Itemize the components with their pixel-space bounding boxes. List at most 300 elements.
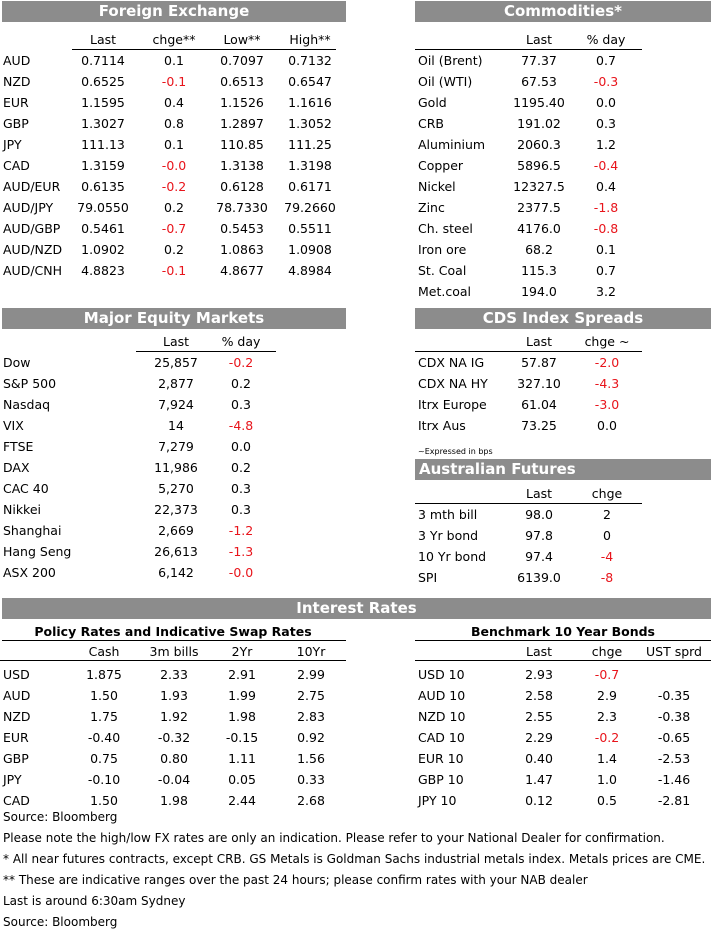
policy-rates-subtitle: Policy Rates and Indicative Swap Rates — [34, 624, 312, 639]
equity-label: ASX 200 — [3, 565, 56, 580]
equity-label: FTSE — [3, 439, 34, 454]
fx-label: JPY — [3, 137, 22, 152]
commodity-cell: 3.2 — [596, 284, 616, 299]
policy-label: CAD — [3, 793, 30, 808]
cds-label: Itrx Aus — [418, 418, 466, 433]
commodity-row-oil-brent — [415, 50, 711, 71]
cds-cell: 73.25 — [521, 418, 557, 433]
fx-title-bar: Foreign Exchange — [2, 1, 346, 22]
fx-row-eur — [0, 92, 346, 113]
equity-row-s-p-500 — [0, 373, 346, 394]
fx-row-aud-cnh — [0, 260, 346, 281]
fx-col-low: Low** — [223, 32, 261, 47]
fx-cell: -0.0 — [161, 158, 187, 173]
footnote-line: Last is around 6:30am Sydney — [3, 894, 186, 908]
policy-cell: -0.04 — [157, 772, 191, 787]
fx-cell: 1.1616 — [288, 95, 332, 110]
fx-label: CAD — [3, 158, 30, 173]
fx-cell: 1.0863 — [220, 242, 264, 257]
futures-header-row — [415, 482, 711, 504]
fx-cell: 0.1 — [164, 137, 184, 152]
future-cell: 97.4 — [525, 549, 553, 564]
fx-cell: 0.6547 — [288, 74, 332, 89]
equity-cell: 0.2 — [231, 376, 251, 391]
policy-header-underline — [0, 660, 346, 661]
bond-cell: 2.9 — [597, 688, 617, 703]
fx-label: AUD/JPY — [3, 200, 54, 215]
future-cell: 98.0 — [525, 507, 553, 522]
policy-header-row — [0, 640, 346, 662]
future-label: 3 Yr bond — [418, 528, 479, 543]
policy-cell: 2.75 — [297, 688, 325, 703]
commodity-cell: 0.7 — [596, 263, 616, 278]
bond-cell: -0.38 — [657, 709, 691, 724]
footnote-line: * All near futures contracts, except CRB. GS Metals is Goldman Sachs industrial metals index. Metals prices are CME. — [3, 852, 706, 866]
commodity-cell: 2377.5 — [517, 200, 561, 215]
fx-cell: 110.85 — [220, 137, 264, 152]
bond-label: EUR 10 — [418, 751, 464, 766]
commodities-header-row — [415, 28, 711, 50]
future-row-10-yr-bond — [415, 546, 711, 567]
policy-col-10yr: 10Yr — [296, 644, 326, 659]
commodity-row-crb — [415, 113, 711, 134]
equity-row-dax — [0, 457, 346, 478]
fx-table — [0, 28, 346, 281]
commodity-row-oil-wti — [415, 71, 711, 92]
policy-cell: 0.05 — [228, 772, 256, 787]
commodities-table — [415, 28, 711, 302]
fx-cell: 0.6513 — [220, 74, 264, 89]
policy-row-aud — [0, 685, 346, 706]
policy-label: NZD — [3, 709, 31, 724]
commodity-cell: -0.8 — [593, 221, 619, 236]
commodity-cell: 12327.5 — [513, 179, 565, 194]
policy-cell: 1.92 — [160, 709, 188, 724]
fx-cell: 0.7097 — [220, 53, 264, 68]
fx-cell: 1.0908 — [288, 242, 332, 257]
bond-row-gbp-10 — [415, 769, 711, 790]
equity-label: Nikkei — [3, 502, 42, 517]
policy-col-cash: Cash — [88, 644, 120, 659]
commodity-label: Zinc — [418, 200, 445, 215]
policy-cell: 1.56 — [297, 751, 325, 766]
equity-cell: 2,877 — [158, 376, 194, 391]
bond-label: USD 10 — [418, 667, 465, 682]
equity-cell: 22,373 — [154, 502, 198, 517]
fx-cell: -0.2 — [161, 179, 187, 194]
policy-cell: 2.99 — [297, 667, 325, 682]
bond-row-eur-10 — [415, 748, 711, 769]
equity-row-hang-seng — [0, 541, 346, 562]
fx-cell: 0.5461 — [81, 221, 125, 236]
cds-cell: 327.10 — [517, 376, 561, 391]
commodity-label: St. Coal — [418, 263, 467, 278]
cds-cell: 57.87 — [521, 355, 557, 370]
commodity-label: Met.coal — [418, 284, 472, 299]
commodities-title-bar: Commodities* — [415, 1, 711, 22]
fx-header-row — [0, 28, 346, 50]
bond-label: GBP 10 — [418, 772, 464, 787]
equity-row-dow — [0, 352, 346, 373]
bond-row-usd-10 — [415, 664, 711, 685]
fx-cell: 0.7132 — [288, 53, 332, 68]
future-cell: -8 — [600, 570, 614, 585]
commodity-row-ch-steel — [415, 218, 711, 239]
commodity-cell: 2060.3 — [517, 137, 561, 152]
bond-cell: -1.46 — [657, 772, 691, 787]
fx-row-aud-gbp — [0, 218, 346, 239]
cds-header-row — [415, 330, 711, 352]
equity-cell: 11,986 — [154, 460, 198, 475]
cds-row-itrx-europe — [415, 394, 711, 415]
fx-cell: 4.8823 — [81, 263, 125, 278]
commodity-cell: 68.2 — [525, 242, 553, 257]
bond-cell: 2.58 — [525, 688, 553, 703]
future-row-spi — [415, 567, 711, 588]
policy-cell: -0.15 — [225, 730, 259, 745]
fx-cell: 0.6135 — [81, 179, 125, 194]
policy-cell: 2.33 — [160, 667, 188, 682]
policy-cell: 0.33 — [297, 772, 325, 787]
cds-note: ~Expressed in bps — [418, 447, 493, 456]
commodity-cell: -0.4 — [593, 158, 619, 173]
policy-cell: 1.75 — [90, 709, 118, 724]
equity-cell: 26,613 — [154, 544, 198, 559]
cds-label: CDX NA HY — [418, 376, 488, 391]
commodity-cell: 194.0 — [521, 284, 557, 299]
policy-row-jpy — [0, 769, 346, 790]
policy-cell: 2.91 — [228, 667, 256, 682]
fx-cell: 0.4 — [164, 95, 184, 110]
equity-cell: -0.2 — [228, 355, 254, 370]
fx-row-cad — [0, 155, 346, 176]
commodity-label: Gold — [418, 95, 447, 110]
fx-cell: 1.3052 — [288, 116, 332, 131]
equity-label: Nasdaq — [3, 397, 51, 412]
equity-cell: 25,857 — [154, 355, 198, 370]
commodity-cell: -1.8 — [593, 200, 619, 215]
fx-row-gbp — [0, 113, 346, 134]
commodity-row-met-coal — [415, 281, 711, 302]
cds-row-itrx-aus — [415, 415, 711, 436]
equity-table — [0, 330, 346, 583]
bonds-col-ust: UST sprd — [646, 644, 702, 659]
fx-col-chge: chge** — [152, 32, 196, 47]
bonds-subtitle: Benchmark 10 Year Bonds — [471, 624, 655, 639]
cds-row-cdx-na-hy — [415, 373, 711, 394]
bond-cell: 2.3 — [597, 709, 617, 724]
fx-cell: 111.13 — [81, 137, 125, 152]
commodity-cell: 0.4 — [596, 179, 616, 194]
commodity-cell: 0.1 — [596, 242, 616, 257]
fx-cell: 0.5511 — [288, 221, 332, 236]
fx-label: AUD/NZD — [3, 242, 63, 257]
policy-cell: -0.32 — [157, 730, 191, 745]
fx-label: AUD/EUR — [3, 179, 61, 194]
cds-cell: -2.0 — [594, 355, 620, 370]
commodity-label: Oil (WTI) — [418, 74, 473, 89]
equity-row-nikkei — [0, 499, 346, 520]
bond-cell: 0.12 — [525, 793, 553, 808]
bond-cell: 1.4 — [597, 751, 617, 766]
fx-cell: 1.2897 — [220, 116, 264, 131]
equity-header-row — [0, 330, 346, 352]
bond-cell: 2.29 — [525, 730, 553, 745]
future-label: 3 mth bill — [418, 507, 478, 522]
future-cell: 6139.0 — [517, 570, 561, 585]
cds-table — [415, 330, 711, 436]
equity-cell: 0.3 — [231, 397, 251, 412]
fx-cell: 1.3198 — [288, 158, 332, 173]
cds-label: Itrx Europe — [418, 397, 487, 412]
equity-cell: 6,142 — [158, 565, 194, 580]
policy-cell: 1.98 — [228, 709, 256, 724]
equity-cell: 0.3 — [231, 502, 251, 517]
commodity-cell: 67.53 — [521, 74, 557, 89]
future-row-3-mth-bill — [415, 504, 711, 525]
fx-cell: 79.0550 — [77, 200, 129, 215]
policy-cell: 1.99 — [228, 688, 256, 703]
policy-row-cad — [0, 790, 346, 811]
bond-cell: 2.93 — [525, 667, 553, 682]
equity-cell: -0.0 — [228, 565, 254, 580]
futures-col-chge: chge — [591, 486, 623, 501]
bond-row-cad-10 — [415, 727, 711, 748]
bond-label: CAD 10 — [418, 730, 465, 745]
fx-row-aud-eur — [0, 176, 346, 197]
fx-cell: 1.1595 — [81, 95, 125, 110]
fx-cell: 4.8984 — [288, 263, 332, 278]
bond-cell: -0.2 — [594, 730, 620, 745]
futures-col-last: Last — [525, 486, 553, 501]
fx-label: GBP — [3, 116, 29, 131]
bond-label: JPY 10 — [418, 793, 457, 808]
equity-label: CAC 40 — [3, 481, 49, 496]
policy-col-3m: 3m bills — [149, 644, 199, 659]
equity-row-ftse — [0, 436, 346, 457]
bond-cell: -0.7 — [594, 667, 620, 682]
policy-cell: 0.75 — [90, 751, 118, 766]
commodity-label: Ch. steel — [418, 221, 473, 236]
equity-row-shanghai — [0, 520, 346, 541]
fx-cell: 78.7330 — [216, 200, 268, 215]
fx-cell: 79.2660 — [284, 200, 336, 215]
commodity-label: CRB — [418, 116, 444, 131]
future-row-3-yr-bond — [415, 525, 711, 546]
fx-cell: -0.1 — [161, 263, 187, 278]
bond-row-aud-10 — [415, 685, 711, 706]
commodity-label: Iron ore — [418, 242, 467, 257]
policy-cell: 1.11 — [228, 751, 256, 766]
bond-row-nzd-10 — [415, 706, 711, 727]
policy-cell: 1.875 — [86, 667, 122, 682]
fx-row-aud — [0, 50, 346, 71]
commodity-row-aluminium — [415, 134, 711, 155]
future-cell: 0 — [603, 528, 611, 543]
commodities-col-last: Last — [525, 32, 553, 47]
fx-label: AUD — [3, 53, 31, 68]
equity-row-asx-200 — [0, 562, 346, 583]
bond-cell: -0.35 — [657, 688, 691, 703]
footnote-line: ** These are indicative ranges over the past 24 hours; please confirm rates with your NAB dealer — [3, 873, 588, 887]
policy-label: EUR — [3, 730, 29, 745]
policy-label: AUD — [3, 688, 31, 703]
equity-cell: 0.2 — [231, 460, 251, 475]
equity-cell: -1.3 — [228, 544, 254, 559]
equity-title-bar: Major Equity Markets — [2, 308, 346, 329]
policy-row-usd — [0, 664, 346, 685]
commodities-col-pct: % day — [586, 32, 626, 47]
cds-title-bar: CDS Index Spreads — [415, 308, 711, 329]
commodity-row-gold — [415, 92, 711, 113]
bond-cell: 0.5 — [597, 793, 617, 808]
fx-cell: 1.0902 — [81, 242, 125, 257]
equity-label: Hang Seng — [3, 544, 72, 559]
policy-cell: 2.68 — [297, 793, 325, 808]
cds-cell: -4.3 — [594, 376, 620, 391]
future-cell: 2 — [603, 507, 611, 522]
fx-cell: 0.2 — [164, 242, 184, 257]
cds-row-cdx-na-ig — [415, 352, 711, 373]
commodity-label: Nickel — [418, 179, 456, 194]
rates-title-bar: Interest Rates — [2, 598, 711, 619]
equity-label: Dow — [3, 355, 31, 370]
bonds-col-last: Last — [525, 644, 553, 659]
fx-row-aud-nzd — [0, 239, 346, 260]
bond-cell: 2.55 — [525, 709, 553, 724]
fx-cell: 0.6171 — [288, 179, 332, 194]
fx-cell: -0.7 — [161, 221, 187, 236]
equity-cell: 0.0 — [231, 439, 251, 454]
bond-label: AUD 10 — [418, 688, 466, 703]
policy-cell: -0.10 — [87, 772, 121, 787]
commodity-cell: 1195.40 — [513, 95, 565, 110]
equity-cell: 2,669 — [158, 523, 194, 538]
policy-cell: 1.93 — [160, 688, 188, 703]
equity-cell: 7,924 — [158, 397, 194, 412]
commodity-cell: -0.3 — [593, 74, 619, 89]
commodity-cell: 77.37 — [521, 53, 557, 68]
cds-cell: -3.0 — [594, 397, 620, 412]
equity-row-vix — [0, 415, 346, 436]
cds-cell: 0.0 — [597, 418, 617, 433]
fx-cell: 1.1526 — [220, 95, 264, 110]
footnote-line: Source: Bloomberg — [3, 915, 118, 929]
fx-col-high: High** — [289, 32, 331, 47]
policy-cell: 2.83 — [297, 709, 325, 724]
bond-label: NZD 10 — [418, 709, 466, 724]
equity-label: DAX — [3, 460, 30, 475]
bond-cell: 0.40 — [525, 751, 553, 766]
bonds-header-row — [415, 640, 711, 662]
fx-label: EUR — [3, 95, 29, 110]
fx-cell: 1.3138 — [220, 158, 264, 173]
commodity-cell: 4176.0 — [517, 221, 561, 236]
equity-label: VIX — [3, 418, 24, 433]
fx-row-nzd — [0, 71, 346, 92]
commodity-cell: 191.02 — [517, 116, 561, 131]
equity-cell: -4.8 — [228, 418, 254, 433]
fx-cell: 0.8 — [164, 116, 184, 131]
policy-cell: 0.80 — [160, 751, 188, 766]
policy-label: USD — [3, 667, 30, 682]
fx-cell: 0.6128 — [220, 179, 264, 194]
commodity-row-zinc — [415, 197, 711, 218]
bond-cell: 1.0 — [597, 772, 617, 787]
fx-cell: 1.3159 — [81, 158, 125, 173]
fx-cell: 0.7114 — [81, 53, 125, 68]
policy-cell: 1.98 — [160, 793, 188, 808]
bond-cell: -2.53 — [657, 751, 691, 766]
bond-cell: 1.47 — [525, 772, 553, 787]
equity-cell: 14 — [168, 418, 184, 433]
fx-row-jpy — [0, 134, 346, 155]
equity-row-cac-40 — [0, 478, 346, 499]
commodity-cell: 0.0 — [596, 95, 616, 110]
commodity-cell: 0.7 — [596, 53, 616, 68]
cds-col-chge: chge ~ — [584, 334, 630, 349]
policy-cell: 1.50 — [90, 793, 118, 808]
fx-cell: 0.5453 — [220, 221, 264, 236]
equity-col-last: Last — [162, 334, 190, 349]
commodity-label: Copper — [418, 158, 464, 173]
future-label: SPI — [418, 570, 438, 585]
policy-cell: 0.92 — [297, 730, 325, 745]
fx-cell: 0.1 — [164, 53, 184, 68]
policy-row-eur — [0, 727, 346, 748]
bonds-col-chge: chge — [591, 644, 623, 659]
future-cell: 97.8 — [525, 528, 553, 543]
policy-cell: 1.50 — [90, 688, 118, 703]
commodity-label: Aluminium — [418, 137, 486, 152]
fx-cell: 4.8677 — [220, 263, 264, 278]
fx-label: AUD/GBP — [3, 221, 61, 236]
bonds-header-underline — [415, 660, 711, 661]
fx-cell: -0.1 — [161, 74, 187, 89]
cds-label: CDX NA IG — [418, 355, 485, 370]
policy-cell: -0.40 — [87, 730, 121, 745]
equity-col-pct: % day — [221, 334, 261, 349]
policy-col-2yr: 2Yr — [231, 644, 253, 659]
commodity-cell: 0.3 — [596, 116, 616, 131]
equity-cell: 7,279 — [158, 439, 194, 454]
commodity-cell: 1.2 — [596, 137, 616, 152]
equity-cell: -1.2 — [228, 523, 254, 538]
bond-row-jpy-10 — [415, 790, 711, 811]
equity-cell: 5,270 — [158, 481, 194, 496]
fx-label: AUD/CNH — [3, 263, 63, 278]
fx-cell: 1.3027 — [81, 116, 125, 131]
commodity-cell: 115.3 — [521, 263, 557, 278]
commodity-row-copper — [415, 155, 711, 176]
footnote-line: Please note the high/low FX rates are only an indication. Please refer to your National Dealer for confirmation. — [3, 831, 665, 845]
commodity-row-nickel — [415, 176, 711, 197]
future-cell: -4 — [600, 549, 614, 564]
equity-label: Shanghai — [3, 523, 62, 538]
futures-table — [415, 482, 711, 588]
future-label: 10 Yr bond — [418, 549, 487, 564]
commodity-label: Oil (Brent) — [418, 53, 483, 68]
policy-row-nzd — [0, 706, 346, 727]
fx-col-last: Last — [89, 32, 117, 47]
bond-cell: -0.65 — [657, 730, 691, 745]
cds-col-last: Last — [525, 334, 553, 349]
equity-cell: 0.3 — [231, 481, 251, 496]
bond-cell: -2.81 — [657, 793, 691, 808]
futures-title-bar: Australian Futures — [415, 459, 711, 480]
policy-label: GBP — [3, 751, 29, 766]
policy-row-gbp — [0, 748, 346, 769]
